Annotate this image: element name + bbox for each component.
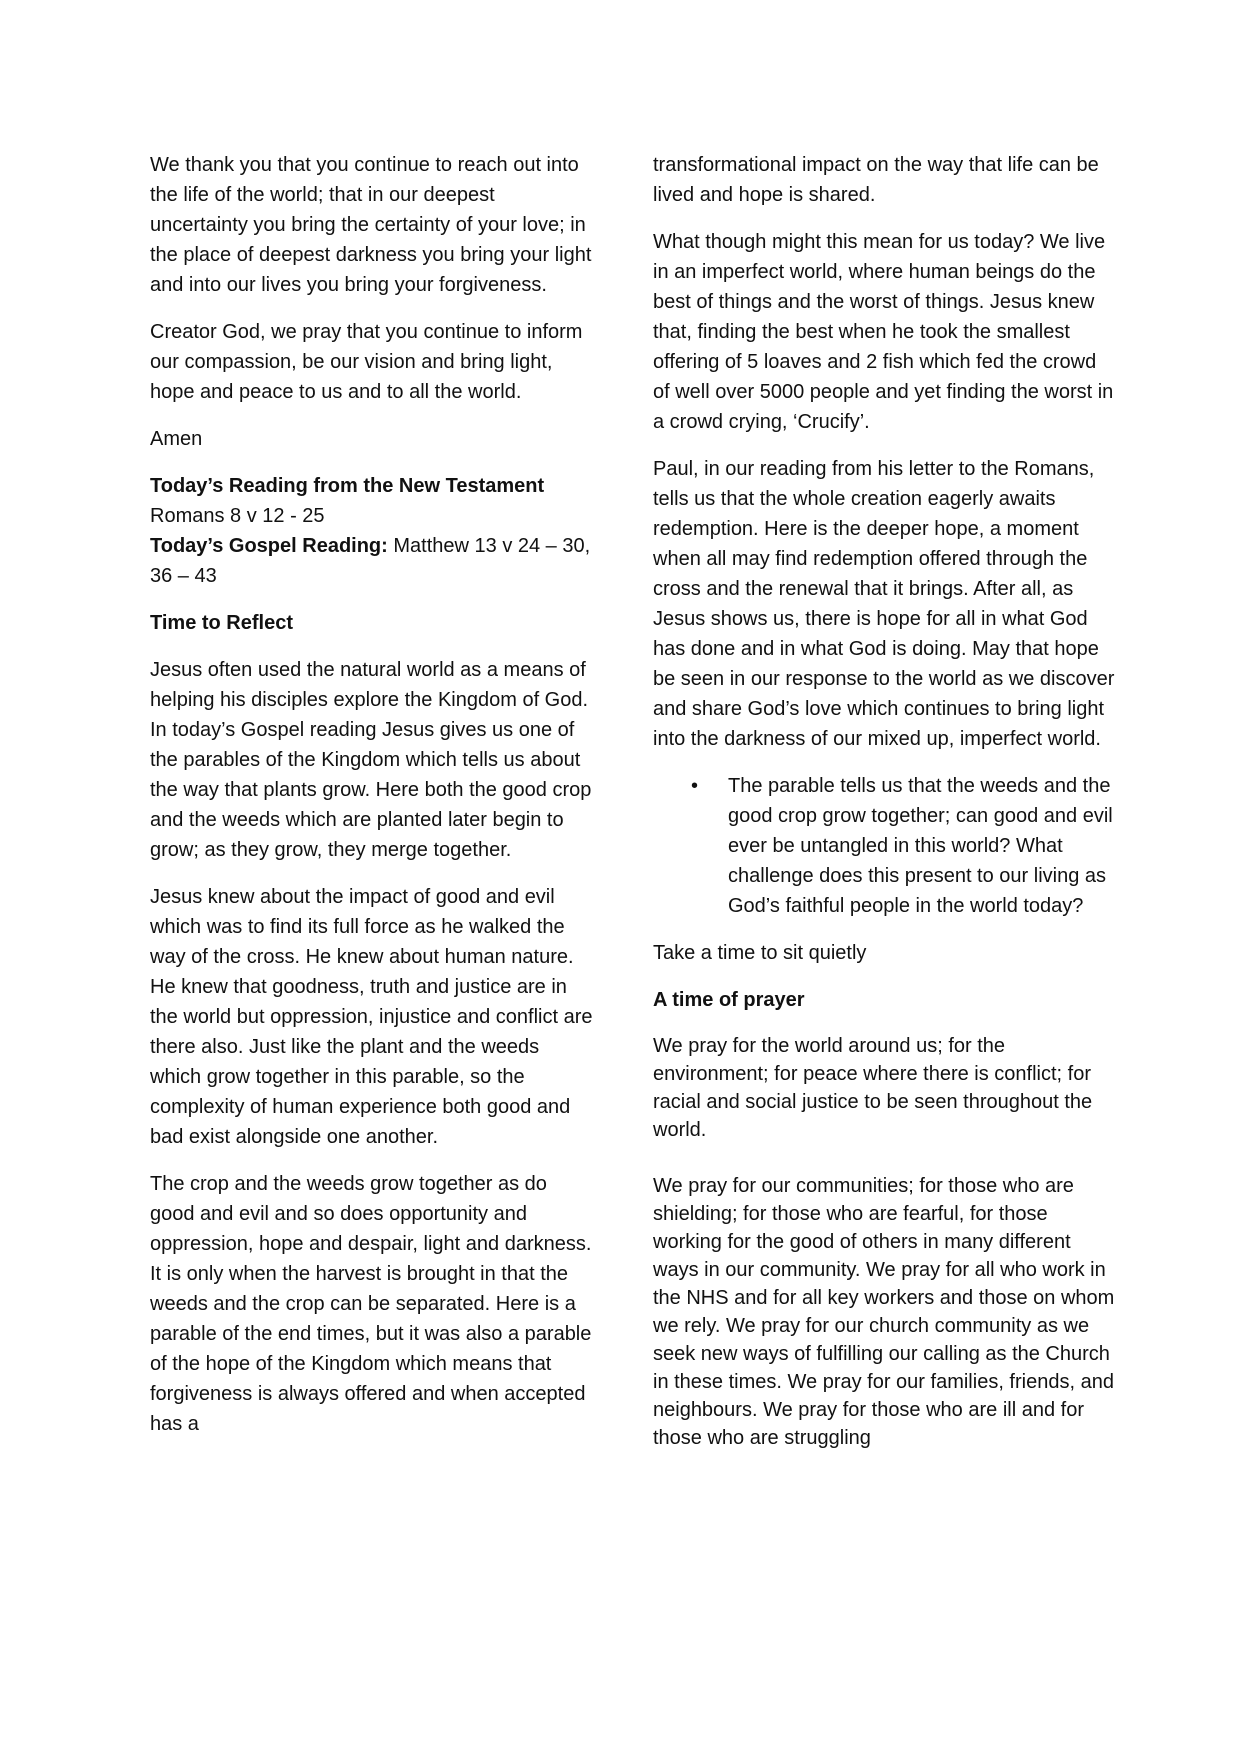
reflection-paragraph-3: The crop and the weeds grow together as do good and evil and so does opportunity and oppression, hope and despair, light and darkness. It is only when the harvest is brought in that the weeds and the crop can be separated. Here is a parable of the end times, but it was also a parable of the hope of the Kingdom which means that forgiveness is always offered and when accepted has a bbox=[150, 1173, 592, 1435]
prayer-heading: A time of prayer bbox=[653, 989, 805, 1011]
reflect-heading: Time to Reflect bbox=[150, 612, 293, 634]
gospel-label: Today’s Gospel Reading: bbox=[150, 535, 388, 557]
prayer-paragraph-1: We pray for the world around us; for the environment; for peace where there is conflict; for racial and social justice to be seen throughout the world. bbox=[653, 1035, 1093, 1141]
paul-reading-paragraph: Paul, in our reading from his letter to the Romans, tells us that the whole creation eagerly awaits redemption. Here is the deeper hope, a moment when all may find redemption offered through the cross and the renewal that it brings. After all, as Jesus shows us, there is hope for all in what God has done and in what God is doing. May that hope be seen in our response to the world as we discover and share God’s love which continues to bring light into the darkness of our mixed up, imperfect world. bbox=[653, 458, 1115, 750]
bullet-icon: • bbox=[691, 775, 699, 797]
prayer-paragraph-2: We pray for our communities; for those who are shielding; for those who are fearful, for those working for the good of others in many different ways in our community. We pray for all who work in the NHS and for all key workers and those on whom we rely. We pray for our church community as we seek new ways of fulfilling our calling as the Church in these times. We pray for our families, friends, and neighbours. We pray for those who are ill and for those who are struggling bbox=[653, 1175, 1115, 1449]
right-column bbox=[653, 150, 1115, 1480]
opening-prayer-paragraph: We thank you that you continue to reach out into the life of the world; that in our deepest uncertainty you bring the certainty of your love; in the place of deepest darkness you bring your light and into our lives you bring your forgiveness. bbox=[150, 154, 592, 296]
reflection-paragraph-1: Jesus often used the natural world as a means of helping his disciples explore the Kingdom of God. In today’s Gospel reading Jesus gives us one of the parables of the Kingdom which tells us about the way that plants grow. Here both the good crop and the weeds which are planted later begin to grow; as they grow, they merge together. bbox=[150, 659, 592, 861]
continuation-paragraph: transformational impact on the way that life can be lived and hope is shared. bbox=[653, 154, 1099, 206]
sit-quietly-text: Take a time to sit quietly bbox=[653, 942, 867, 964]
today-meaning-paragraph: What though might this mean for us today? We live in an imperfect world, where human beings do the best of things and the worst of things. Jesus knew that, finding the best when he took the smallest offering of 5 loaves and 2 fish which fed the crowd of well over 5000 people and yet finding the worst in a crowd crying, ‘Crucify’. bbox=[653, 231, 1114, 433]
amen-text: Amen bbox=[150, 428, 203, 450]
reflection-bullet bbox=[653, 771, 1115, 921]
reading-heading: Today’s Reading from the New Testament bbox=[150, 475, 545, 497]
bullet-text: The parable tells us that the weeds and the good crop grow together; can good and evil ever be untangled in this world? What challenge does this present to our living as God’s faithful people in the world today? bbox=[728, 775, 1113, 917]
readings-block bbox=[150, 471, 595, 591]
gospel-reference: Matthew 13 v 24 – 30, 36 – 43 bbox=[150, 535, 591, 587]
creator-god-paragraph: Creator God, we pray that you continue to inform our compassion, be our vision and bring light, hope and peace to us and to all the world. bbox=[150, 321, 583, 403]
reflection-paragraph-2: Jesus knew about the impact of good and evil which was to find its full force as he walked the way of the cross. He knew about human nature. He knew that goodness, truth and justice are in the world but oppression, injustice and conflict are there also. Just like the plant and the weeds which grow together in this parable, so the complexity of human experience both good and bad exist alongside one another. bbox=[150, 886, 593, 1148]
reading-reference: Romans 8 v 12 - 25 bbox=[150, 505, 325, 527]
left-column bbox=[150, 150, 595, 1456]
